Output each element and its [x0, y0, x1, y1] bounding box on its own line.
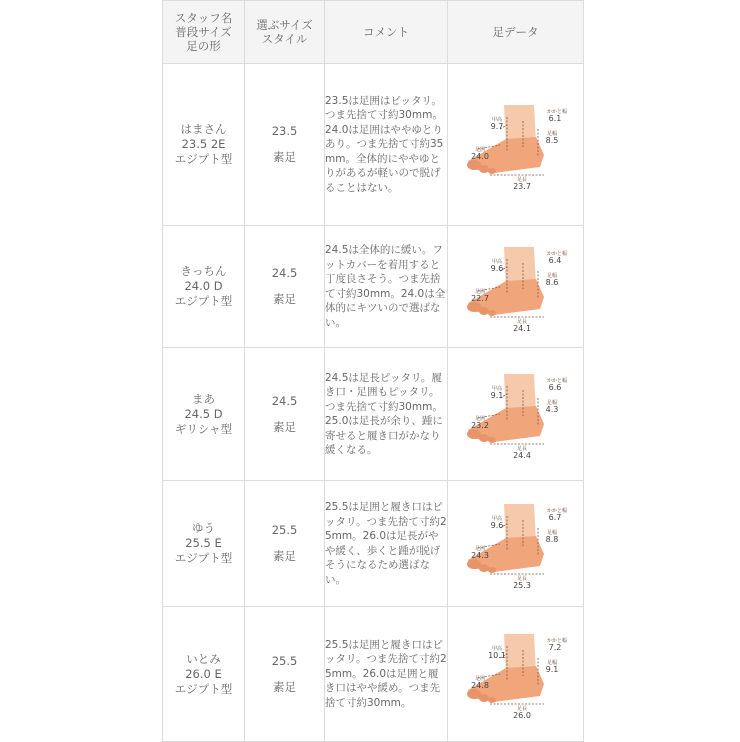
value-heel: 6.4: [548, 255, 561, 265]
wear-style: 素足: [273, 549, 296, 563]
foot-data-cell: [448, 64, 584, 226]
staff-foot-shape: エジプト型: [174, 294, 233, 308]
value-width: 4.3: [545, 405, 558, 414]
table-row: [163, 481, 584, 607]
foot-icon: [467, 634, 544, 703]
chosen-size: 24.5: [271, 266, 298, 280]
foot-icon: [467, 247, 544, 316]
comment-cell: 25.5は足囲と履き口はピッタリ。つま先捨て寸約25mm。26.0は足囲と履き口はやや緩め。つま先捨て寸約30mm。: [325, 607, 448, 742]
label-width: 足幅: [546, 529, 557, 536]
header-staff: スタッフ名 普段サイズ 足の形: [163, 1, 245, 64]
table-row: [163, 64, 584, 226]
value-width: 9.1: [545, 665, 558, 674]
value-length: 23.7: [512, 181, 531, 191]
comment-cell: 24.5は足長ピッタリ。履き口・足囲もピッタリ。つま先捨て寸約30mm。25.0は足長が余り、踵に寄せると履き口がかなり緩くなる。: [325, 348, 448, 481]
header-comment: コメント: [325, 1, 448, 64]
wear-style: 素足: [273, 679, 296, 694]
label-heel: かかと幅: [546, 108, 567, 115]
staff-foot-shape: エジプト型: [174, 152, 233, 166]
foot-data-cell: [448, 481, 584, 607]
value-instep: 10.1: [487, 651, 506, 660]
foot-diagram: [460, 498, 572, 590]
label-instep: 甲高: [491, 515, 502, 522]
chosen-size-cell: [245, 64, 325, 226]
foot-data-cell: [448, 607, 584, 742]
label-width: 足幅: [546, 130, 557, 137]
wear-style: 素足: [273, 419, 296, 434]
value-girth: 24.0: [470, 151, 489, 161]
value-heel: 6.7: [548, 512, 561, 522]
chosen-size-cell: [245, 607, 325, 742]
label-instep: 甲高: [491, 386, 502, 392]
foot-data-cell: [448, 348, 584, 481]
size-comparison-table: [162, 0, 584, 742]
chosen-size: 25.5: [271, 523, 298, 537]
table-header-row: [163, 1, 584, 64]
staff-foot-shape: エジプト型: [174, 551, 233, 565]
label-girth: 足囲: [474, 676, 485, 682]
value-instep: 9.7: [490, 121, 503, 131]
label-width: 足幅: [546, 400, 557, 406]
value-width: 8.8: [545, 534, 558, 544]
label-girth: 足囲: [474, 545, 485, 552]
label-girth: 足囲: [474, 416, 485, 422]
foot-diagram: [460, 368, 572, 460]
staff-cell: [163, 226, 245, 348]
chosen-size: 25.5: [271, 653, 298, 668]
foot-diagram: [460, 241, 572, 333]
value-width: 8.5: [545, 135, 558, 145]
value-heel: 6.1: [548, 113, 561, 123]
value-length: 25.3: [512, 580, 531, 590]
table-row: [163, 226, 584, 348]
foot-icon: [467, 105, 544, 174]
value-length: 26.0: [512, 711, 531, 720]
value-heel: 7.2: [548, 643, 561, 652]
value-width: 8.6: [545, 277, 558, 287]
staff-name: まあ: [192, 391, 215, 406]
header-size: 選ぶサイズ スタイル: [245, 1, 325, 64]
staff-cell: [163, 348, 245, 481]
staff-cell: [163, 607, 245, 742]
chosen-size-cell: [245, 226, 325, 348]
label-heel: かかと幅: [546, 638, 567, 644]
label-width: 足幅: [546, 272, 557, 279]
staff-name: はまさん: [180, 122, 227, 136]
value-girth: 24.8: [470, 681, 489, 690]
label-instep: 甲高: [491, 258, 502, 265]
foot-diagram: [460, 99, 572, 191]
staff-cell: [163, 64, 245, 226]
chosen-size: 23.5: [271, 124, 298, 138]
staff-name: ゆう: [192, 521, 215, 535]
foot-icon: [467, 504, 544, 573]
label-heel: かかと幅: [546, 250, 567, 257]
label-heel: かかと幅: [546, 378, 567, 384]
staff-cell: [163, 481, 245, 607]
staff-usual-size: 25.5 E: [185, 536, 222, 550]
foot-diagram: [460, 628, 572, 720]
foot-data-cell: [448, 226, 584, 348]
comment-cell: 24.5は全体的に緩い。フットカバーを着用すると丁度良さそう。つま先捨て寸約30mm。24.0は全体的にキツいので選ばない。: [325, 226, 448, 348]
table-row: [163, 348, 584, 481]
value-instep: 9.1: [490, 391, 503, 400]
value-length: 24.4: [512, 451, 531, 460]
value-girth: 22.7: [470, 293, 489, 303]
label-instep: 甲高: [491, 116, 502, 123]
label-length: 足長: [516, 575, 527, 582]
staff-foot-shape: ギリシャ型: [174, 421, 233, 436]
staff-usual-size: 26.0 E: [185, 666, 222, 681]
staff-name: いとみ: [186, 651, 221, 666]
comment-cell: 25.5は足囲と履き口はピッタリ。つま先捨て寸約25mm。26.0は足長がやや緩く、歩くと踵が脱げそうになるため選ばない。: [325, 481, 448, 607]
wear-style: 素足: [273, 292, 296, 306]
label-heel: かかと幅: [546, 507, 567, 514]
value-instep: 9.6: [490, 520, 503, 530]
wear-style: 素足: [273, 150, 296, 164]
staff-usual-size: 24.0 D: [184, 279, 223, 293]
header-foot-data: 足データ: [448, 1, 584, 64]
chosen-size-cell: [245, 481, 325, 607]
value-heel: 6.6: [548, 383, 561, 392]
staff-usual-size: 24.5 D: [184, 406, 223, 421]
label-width: 足幅: [546, 660, 557, 666]
staff-foot-shape: エジプト型: [174, 681, 233, 696]
value-length: 24.1: [512, 323, 531, 333]
chosen-size: 24.5: [271, 393, 298, 408]
label-length: 足長: [516, 446, 527, 452]
label-instep: 甲高: [491, 646, 502, 652]
label-girth: 足囲: [474, 288, 485, 295]
staff-usual-size: 23.5 2E: [181, 137, 226, 151]
value-instep: 9.6: [490, 263, 503, 273]
comment-cell: 23.5は足囲はピッタリ。つま先捨て寸約30mm。24.0は足囲はややゆとりあり。つま先捨て寸約35mm。全体的にややゆとりがあるが軽いので脱げることはない。: [325, 64, 448, 226]
value-girth: 23.2: [470, 421, 489, 430]
staff-name: きっちん: [180, 264, 227, 278]
chosen-size-cell: [245, 348, 325, 481]
foot-icon: [467, 374, 544, 443]
table-row: [163, 607, 584, 742]
label-length: 足長: [516, 318, 527, 325]
label-length: 足長: [516, 176, 527, 183]
value-girth: 24.3: [470, 550, 489, 560]
label-girth: 足囲: [474, 146, 485, 153]
label-length: 足長: [516, 706, 527, 712]
